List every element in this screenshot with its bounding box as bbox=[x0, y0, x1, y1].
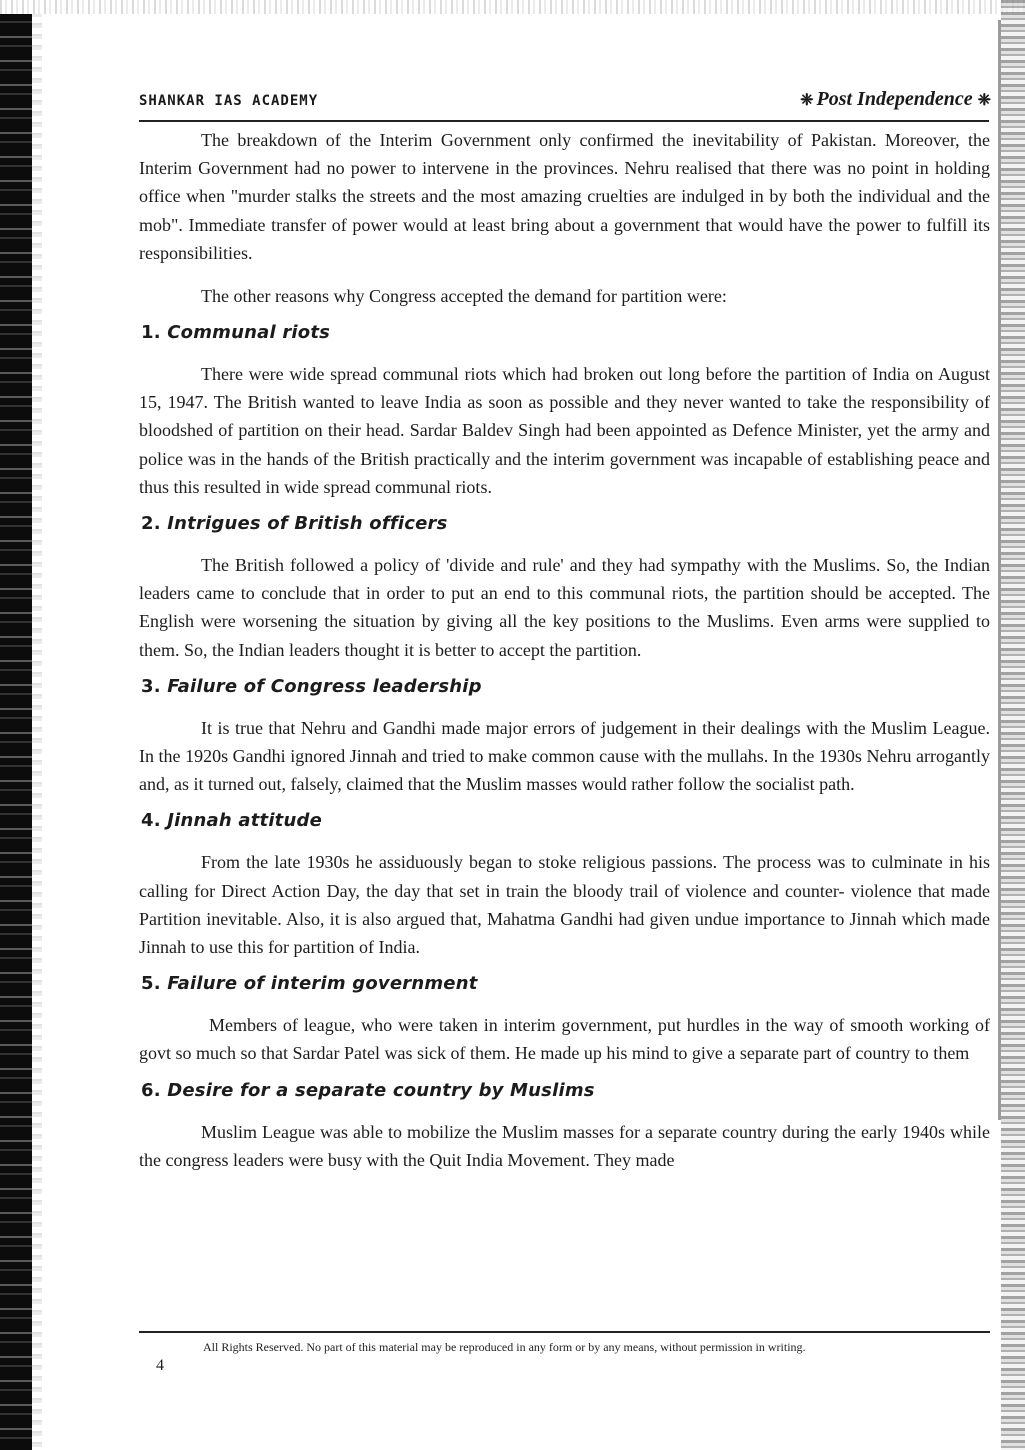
section-title-label: Jinnah attitude bbox=[167, 810, 322, 832]
scan-edge-right-line bbox=[998, 20, 1001, 1120]
ornament-left-icon: ❈ bbox=[800, 92, 812, 109]
scan-edge-left bbox=[0, 14, 32, 1450]
section-number: 1. bbox=[141, 322, 161, 344]
scan-edge-left-inner bbox=[32, 14, 42, 1450]
section-heading-2 bbox=[141, 511, 990, 537]
section-title-label: Intrigues of British officers bbox=[167, 513, 448, 535]
page-number: 4 bbox=[156, 1357, 164, 1374]
reasons-lead: The other reasons why Congress accepted the demand for partition were: bbox=[201, 286, 727, 307]
section-body-3: It is true that Nehru and Gandhi made major errors of judgement in their dealings with the Muslim League. In the 1920s Gandhi ignored Jinnah and tried to make common cause with the mullahs. In the 1930s Nehru arrogantly and, as it turned out, falsely, claimed that the Muslim masses would rather follow the socialist path. bbox=[139, 717, 990, 795]
section-number: 6. bbox=[141, 1079, 161, 1101]
section-body-4: From the late 1930s he assiduously began to stoke religious passions. The process was to culminate in his calling for Direct Action Day, the day that set in train the bloody trail of violence and counter- violence that made Partition inevitable. Also, it is also argued that, Mahatma Gandhi had given undue importance to Jinnah which made Jinnah to use this for partition of India. bbox=[139, 852, 990, 958]
section-number: 4. bbox=[141, 810, 161, 832]
section-heading-4 bbox=[141, 808, 990, 834]
scan-edge-top bbox=[0, 0, 1025, 14]
intro-paragraph: The breakdown of the Interim Government only confirmed the inevitability of Pakistan. Moreover, the Interim Government had no power to intervene in the provinces. Nehru realised that there was no point in holding office when "murder stalks the streets and the most amazing cruelties are indulged in by both the individual and the mob". Immediate transfer of power would at least bring about a government that would have the power to fulfill its responsibilities. bbox=[139, 130, 990, 263]
footer-rule bbox=[139, 1331, 990, 1333]
section-number: 3. bbox=[141, 675, 161, 697]
section-body-2: The British followed a policy of 'divide and rule' and they had sympathy with the Muslims. So, the Indian leaders came to conclude that in order to put an end to this communal riots, the partition should be accepted. The English were worsening the situation by giving all the key positions to the Muslims. Even arms were supplied to them. So, the Indian leaders thought it is better to accept the partition. bbox=[139, 555, 990, 660]
scan-edge-right bbox=[1001, 0, 1025, 1450]
ornament-right-icon: ❈ bbox=[977, 92, 989, 109]
header-rule bbox=[139, 120, 989, 122]
section-title bbox=[800, 88, 989, 111]
section-body-6: Muslim League was able to mobilize the Muslim masses for a separate country during the early 1940s while the congress leaders were busy with the Quit India Movement. They made bbox=[139, 1121, 990, 1170]
section-heading-3 bbox=[141, 674, 990, 700]
page-content bbox=[139, 126, 990, 1174]
section-title-label: Failure of Congress leadership bbox=[167, 675, 482, 697]
section-body-1: There were wide spread communal riots which had broken out long before the partition of India on August 15, 1947. The British wanted to leave India as soon as possible and they never wanted to take the responsibility of bloodshed of partition on their head. Sardar Baldev Singh had been appointed as Defence Minister, yet the army and police was in the hands of the British practically and the interim government was incapable of establishing peace and thus this resulted in wide spread communal riots. bbox=[139, 364, 990, 497]
section-number: 2. bbox=[141, 513, 161, 535]
section-body-5: Members of league, who were taken in interim government, put hurdles in the way of smooth working of govt so much so that Sardar Patel was sick of them. He made up his mind to give a separate part of country to them bbox=[139, 1015, 990, 1064]
section-heading-1 bbox=[141, 320, 990, 346]
section-title-label: Communal riots bbox=[167, 322, 331, 344]
academy-brand: SHANKAR IAS ACADEMY bbox=[139, 93, 319, 109]
section-heading-6 bbox=[141, 1078, 990, 1104]
section-title-label: Failure of interim government bbox=[167, 973, 478, 995]
section-number: 5. bbox=[141, 973, 161, 995]
section-heading-5 bbox=[141, 971, 990, 997]
section-title-label: Desire for a separate country by Muslims bbox=[167, 1079, 595, 1101]
page-header bbox=[139, 88, 989, 118]
section-title-text: Post Independence bbox=[816, 88, 973, 110]
copyright-notice: All Rights Reserved. No part of this material may be reproduced in any form or by any means, without permission in writing. bbox=[203, 1340, 806, 1354]
